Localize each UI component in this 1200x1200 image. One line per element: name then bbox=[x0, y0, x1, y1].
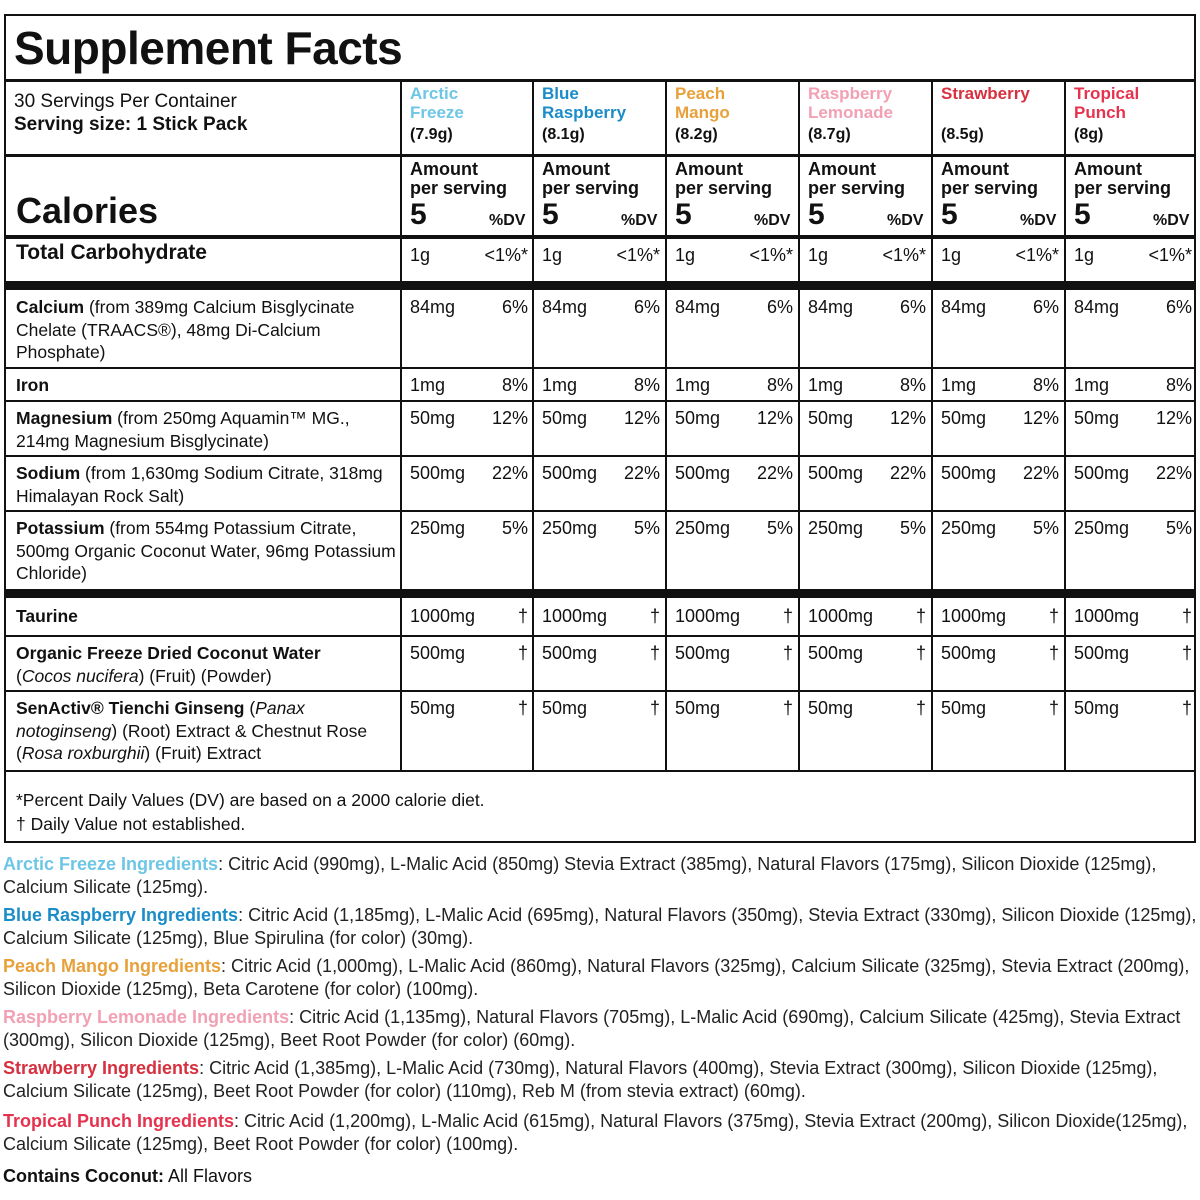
nutrient-dv: † bbox=[649, 698, 660, 718]
nutrient-amount: 1g bbox=[410, 245, 431, 265]
nutrient-dv: 5% bbox=[501, 518, 528, 538]
nutrient-amount: 50mg bbox=[808, 698, 854, 718]
contains-text: All Flavors bbox=[163, 1166, 253, 1186]
nutrient-amount: 50mg bbox=[410, 698, 456, 718]
rule-under-sodium bbox=[6, 510, 1194, 512]
column-divider bbox=[532, 82, 534, 772]
nutrient-dv: 12% bbox=[623, 408, 660, 428]
nutrient-dv: † bbox=[517, 606, 528, 626]
dv-label: %DV bbox=[887, 212, 924, 229]
nutrient-amount: 50mg bbox=[542, 408, 588, 428]
ingredient-statement bbox=[3, 1057, 1197, 1103]
nutrient-amount: 1mg bbox=[675, 375, 711, 395]
nutrient-dv: 22% bbox=[1155, 463, 1192, 483]
nutrient-dv: 6% bbox=[899, 297, 926, 317]
nutrient-dv: 12% bbox=[1022, 408, 1059, 428]
rule-under-ginseng bbox=[6, 770, 1194, 772]
nutrient-latin-name: Cocos nucifera bbox=[21, 665, 139, 686]
nutrient-dv: <1%* bbox=[1148, 245, 1192, 265]
nutrient-dv: † bbox=[915, 606, 926, 626]
nutrient-dv: 8% bbox=[766, 375, 793, 395]
nutrient-amount: 250mg bbox=[410, 518, 466, 538]
nutrient-dv: 22% bbox=[756, 463, 793, 483]
nutrient-name: Sodium bbox=[16, 463, 81, 483]
ingredient-flavor-label: Raspberry Lemonade Ingredients bbox=[3, 1007, 290, 1027]
nutrient-amount: 50mg bbox=[1074, 698, 1120, 718]
dv-label: %DV bbox=[1153, 212, 1190, 229]
nutrient-dv: 22% bbox=[889, 463, 926, 483]
nutrient-dv: <1%* bbox=[484, 245, 528, 265]
dv-label: %DV bbox=[1020, 212, 1057, 229]
nutrient-dv: † bbox=[517, 698, 528, 718]
nutrient-dv: 6% bbox=[633, 297, 660, 317]
column-divider bbox=[1064, 82, 1066, 772]
nutrient-name: Taurine bbox=[16, 606, 78, 626]
supplement-facts-panel bbox=[4, 14, 1196, 843]
nutrient-amount: 50mg bbox=[808, 408, 854, 428]
ingredient-list: : Citric Acid (1,385mg), L-Malic Acid (730mg), Natural Flavors (400mg), Stevia Extract (300mg), Silicon Dioxide (125mg), Calcium Silicate (125mg), Beet Root Powder (for color) (110mg), Reb M (from stevia extract) (60mg). bbox=[3, 1058, 1158, 1101]
nutrient-amount: 1mg bbox=[808, 375, 844, 395]
nutrient-amount: 500mg bbox=[941, 463, 997, 483]
column-divider bbox=[798, 82, 800, 772]
nutrient-amount: 500mg bbox=[1074, 643, 1130, 663]
amount-per-serving-label bbox=[941, 160, 1038, 198]
nutrient-label bbox=[16, 374, 401, 397]
nutrient-dv: † bbox=[782, 606, 793, 626]
ingredient-statement bbox=[3, 853, 1197, 899]
per-serving-label: per serving bbox=[675, 178, 773, 198]
nutrient-amount: 500mg bbox=[808, 643, 864, 663]
rule-under-taurine bbox=[6, 635, 1194, 637]
flavor-name-line1: Tropical bbox=[1074, 84, 1140, 103]
flavor-name-line2: Freeze bbox=[410, 103, 464, 122]
flavor-name-line1: Peach bbox=[675, 84, 726, 103]
nutrient-amount: 250mg bbox=[941, 518, 997, 538]
ingredient-list: : Citric Acid (990mg), L-Malic Acid (850mg) Stevia Extract (385mg), Natural Flavors (175mg), Silicon Dioxide (125mg), Calcium Silicate (125mg). bbox=[3, 854, 1157, 897]
nutrient-dv: 6% bbox=[501, 297, 528, 317]
ingredient-statement bbox=[3, 1006, 1197, 1052]
nutrient-dv: † bbox=[1181, 643, 1192, 663]
contains-label: Contains Coconut: bbox=[3, 1166, 164, 1186]
nutrient-label bbox=[16, 407, 401, 452]
rule-under-title bbox=[6, 79, 1194, 82]
ingredient-list: : Citric Acid (1,200mg), L-Malic Acid (615mg), Natural Flavors (375mg), Stevia Extract (200mg), Silicon Dioxide(125mg), Calcium Silicate (125mg), Beet Root Powder (for color) (100mg). bbox=[3, 1111, 1188, 1154]
amount-per-serving-label bbox=[410, 160, 507, 198]
amount-label: Amount bbox=[808, 159, 876, 179]
ingredient-flavor-label: Tropical Punch Ingredients bbox=[3, 1111, 235, 1131]
panel-title: Supplement Facts bbox=[14, 22, 403, 74]
contains-statement bbox=[3, 1166, 252, 1187]
calories-label: Calories bbox=[16, 190, 159, 231]
flavor-name-line1: Arctic bbox=[410, 84, 459, 103]
flavor-weight: (8g) bbox=[1074, 126, 1104, 143]
nutrient-amount: 1mg bbox=[410, 375, 446, 395]
nutrient-amount: 500mg bbox=[1074, 463, 1130, 483]
serving-info bbox=[14, 90, 247, 136]
nutrient-latin-name: Rosa roxburghii bbox=[21, 743, 145, 763]
flavor-weight: (8.7g) bbox=[808, 126, 851, 143]
nutrient-description: (from 1,630mg Sodium Citrate, 318mg Himalayan Rock Salt) bbox=[16, 463, 383, 506]
nutrient-amount: 1000mg bbox=[808, 606, 874, 626]
nutrient-dv: 6% bbox=[1165, 297, 1192, 317]
nutrient-label bbox=[16, 697, 401, 765]
flavor-name-line2: Mango bbox=[675, 103, 730, 122]
calories-value: 5 bbox=[1074, 198, 1091, 231]
nutrient-amount: 1mg bbox=[1074, 375, 1110, 395]
nutrient-dv: 6% bbox=[1032, 297, 1059, 317]
amount-per-serving-label bbox=[808, 160, 905, 198]
nutrient-amount: 84mg bbox=[410, 297, 456, 317]
nutrient-amount: 500mg bbox=[808, 463, 864, 483]
nutrient-amount: 84mg bbox=[1074, 297, 1120, 317]
nutrient-amount: 500mg bbox=[410, 463, 466, 483]
nutrient-dv: 5% bbox=[1165, 518, 1192, 538]
nutrient-dv: † bbox=[915, 643, 926, 663]
ingredient-statement bbox=[3, 904, 1197, 950]
nutrient-name: Organic Freeze Dried Coconut Water bbox=[16, 643, 321, 663]
servings-per-container: 30 Servings Per Container bbox=[14, 91, 237, 112]
nutrient-amount: 1g bbox=[675, 245, 696, 265]
amount-label: Amount bbox=[675, 159, 743, 179]
nutrient-amount: 250mg bbox=[1074, 518, 1130, 538]
column-divider bbox=[665, 82, 667, 772]
nutrient-amount: 250mg bbox=[542, 518, 598, 538]
nutrient-description: ) (Root) Extract & Chestnut Rose ( bbox=[16, 720, 368, 763]
nutrient-amount: 1000mg bbox=[542, 606, 608, 626]
nutrient-dv: † bbox=[1181, 606, 1192, 626]
nutrient-name: Iron bbox=[16, 375, 50, 395]
nutrient-dv: 12% bbox=[1155, 408, 1192, 428]
flavor-name-line2: Punch bbox=[1074, 103, 1126, 122]
footnote-dv: *Percent Daily Values (DV) are based on a 2000 calorie diet. bbox=[16, 790, 485, 810]
rule-under-calcium bbox=[6, 367, 1194, 369]
nutrient-name: Potassium bbox=[16, 518, 105, 538]
nutrient-amount: 84mg bbox=[675, 297, 721, 317]
nutrient-dv: 5% bbox=[766, 518, 793, 538]
nutrient-description: ( bbox=[244, 698, 256, 718]
amount-per-serving-label bbox=[542, 160, 639, 198]
amount-label: Amount bbox=[1074, 159, 1142, 179]
nutrient-amount: 1g bbox=[1074, 245, 1095, 265]
nutrient-amount: 84mg bbox=[542, 297, 588, 317]
nutrient-amount: 1g bbox=[941, 245, 962, 265]
nutrient-dv: 8% bbox=[899, 375, 926, 395]
nutrient-label bbox=[16, 605, 401, 628]
flavor-name-line1: Raspberry bbox=[808, 84, 893, 103]
nutrient-description: ) (Fruit) Extract bbox=[144, 743, 262, 763]
nutrient-dv: † bbox=[782, 643, 793, 663]
nutrient-dv: 5% bbox=[899, 518, 926, 538]
nutrient-dv: † bbox=[915, 698, 926, 718]
nutrient-dv: 8% bbox=[501, 375, 528, 395]
nutrient-amount: 500mg bbox=[410, 643, 466, 663]
nutrient-amount: 1000mg bbox=[941, 606, 1007, 626]
nutrient-dv: 22% bbox=[623, 463, 660, 483]
nutrient-dv: <1%* bbox=[749, 245, 793, 265]
nutrient-amount: 84mg bbox=[808, 297, 854, 317]
nutrient-latin-name: Panax notoginseng bbox=[16, 698, 305, 741]
nutrient-amount: 500mg bbox=[941, 643, 997, 663]
flavor-name-line2: Lemonade bbox=[808, 103, 894, 122]
calories-value: 5 bbox=[941, 198, 958, 231]
calories-value: 5 bbox=[410, 198, 427, 231]
ingredient-flavor-label: Blue Raspberry Ingredients bbox=[3, 905, 239, 925]
amount-label: Amount bbox=[542, 159, 610, 179]
flavor-name-line2: Raspberry bbox=[542, 103, 627, 122]
serving-size: Serving size: 1 Stick Pack bbox=[14, 114, 248, 135]
nutrient-dv: 12% bbox=[889, 408, 926, 428]
ingredient-list: : Citric Acid (1,135mg), Natural Flavors (705mg), L-Malic Acid (690mg), Calcium Silicate (425mg), Stevia Extract (300mg), Silicon Dioxide (125mg), Beet Root Powder (for color) (60mg). bbox=[3, 1007, 1181, 1050]
rule-under-serving bbox=[6, 154, 1194, 157]
ingredient-statement bbox=[3, 1110, 1197, 1156]
nutrient-dv: <1%* bbox=[1015, 245, 1059, 265]
ingredient-flavor-label: Arctic Freeze Ingredients bbox=[3, 854, 219, 874]
nutrient-dv: † bbox=[782, 698, 793, 718]
nutrient-dv: 5% bbox=[633, 518, 660, 538]
nutrient-name: Total Carbohydrate bbox=[16, 241, 207, 264]
nutrient-dv: 22% bbox=[491, 463, 528, 483]
column-divider bbox=[931, 82, 933, 772]
dv-label: %DV bbox=[621, 212, 658, 229]
nutrient-dv: † bbox=[649, 606, 660, 626]
nutrient-amount: 500mg bbox=[542, 463, 598, 483]
nutrient-amount: 500mg bbox=[542, 643, 598, 663]
nutrient-description: (from 250mg Aquamin™ MG., 214mg Magnesium Bisglycinate) bbox=[16, 408, 350, 451]
nutrient-amount: 50mg bbox=[410, 408, 456, 428]
calories-value: 5 bbox=[542, 198, 559, 231]
flavor-weight: (8.2g) bbox=[675, 126, 718, 143]
rule-under-magnesium bbox=[6, 455, 1194, 457]
nutrient-dv: 5% bbox=[1032, 518, 1059, 538]
nutrient-dv: † bbox=[1181, 698, 1192, 718]
nutrient-dv: 8% bbox=[633, 375, 660, 395]
dv-label: %DV bbox=[489, 212, 526, 229]
ingredient-flavor-label: Strawberry Ingredients bbox=[3, 1058, 200, 1078]
nutrient-amount: 500mg bbox=[675, 463, 731, 483]
amount-per-serving-label bbox=[1074, 160, 1171, 198]
per-serving-label: per serving bbox=[1074, 178, 1172, 198]
nutrient-amount: 1mg bbox=[542, 375, 578, 395]
nutrient-amount: 50mg bbox=[941, 408, 987, 428]
footnote-dagger: † Daily Value not established. bbox=[16, 814, 246, 834]
nutrient-amount: 1000mg bbox=[1074, 606, 1140, 626]
ingredient-statement bbox=[3, 955, 1197, 1001]
nutrient-description: (from 554mg Potassium Citrate, 500mg Organic Coconut Water, 96mg Potassium Chloride) bbox=[16, 518, 396, 583]
amount-label: Amount bbox=[410, 159, 478, 179]
flavor-weight: (8.5g) bbox=[941, 126, 984, 143]
rule-under-iron bbox=[6, 400, 1194, 402]
nutrient-amount: 1000mg bbox=[675, 606, 741, 626]
nutrient-label bbox=[16, 242, 401, 265]
nutrient-name: Magnesium bbox=[16, 408, 113, 428]
amount-label: Amount bbox=[941, 159, 1009, 179]
rule-under-carb bbox=[6, 281, 1194, 290]
calories-value: 5 bbox=[808, 198, 825, 231]
nutrient-label bbox=[16, 462, 401, 507]
rule-under-coconut bbox=[6, 690, 1194, 692]
dv-label: %DV bbox=[754, 212, 791, 229]
nutrient-dv: <1%* bbox=[882, 245, 926, 265]
nutrient-label bbox=[16, 296, 401, 364]
nutrient-dv: 22% bbox=[1022, 463, 1059, 483]
ingredient-list: : Citric Acid (1,000mg), L-Malic Acid (860mg), Natural Flavors (325mg), Calcium Silicate (325mg), Stevia Extract (200mg), Silicon Dioxide (125mg), Beta Carotene (for color) (100mg). bbox=[3, 956, 1190, 999]
nutrient-amount: 500mg bbox=[675, 643, 731, 663]
nutrient-dv: † bbox=[1048, 643, 1059, 663]
nutrient-dv: † bbox=[517, 643, 528, 663]
calories-value: 5 bbox=[675, 198, 692, 231]
per-serving-label: per serving bbox=[542, 178, 640, 198]
ingredient-flavor-label: Peach Mango Ingredients bbox=[3, 956, 222, 976]
nutrient-amount: 50mg bbox=[675, 698, 721, 718]
nutrient-amount: 50mg bbox=[941, 698, 987, 718]
nutrient-description: (from 389mg Calcium Bisglycinate Chelate (TRAACS®), 48mg Di-Calcium Phosphate) bbox=[16, 297, 355, 362]
nutrient-dv: 12% bbox=[756, 408, 793, 428]
ingredient-list: : Citric Acid (1,185mg), L-Malic Acid (695mg), Natural Flavors (350mg), Stevia Extract (330mg), Silicon Dioxide (125mg), Calcium Silicate (125mg), Blue Spirulina (for color) (30mg). bbox=[3, 905, 1197, 948]
nutrient-dv: 8% bbox=[1032, 375, 1059, 395]
nutrient-amount: 50mg bbox=[1074, 408, 1120, 428]
nutrient-label bbox=[16, 642, 401, 687]
per-serving-label: per serving bbox=[808, 178, 906, 198]
nutrient-dv: † bbox=[649, 643, 660, 663]
nutrient-description: ( bbox=[16, 665, 22, 686]
nutrient-name: Calcium bbox=[16, 297, 85, 317]
nutrient-amount: 250mg bbox=[808, 518, 864, 538]
nutrient-amount: 50mg bbox=[542, 698, 588, 718]
per-serving-label: per serving bbox=[941, 178, 1039, 198]
flavor-weight: (7.9g) bbox=[410, 126, 453, 143]
nutrient-amount: 50mg bbox=[675, 408, 721, 428]
nutrient-amount: 1g bbox=[808, 245, 829, 265]
flavor-name-line1: Blue bbox=[542, 84, 579, 103]
nutrient-dv: 8% bbox=[1165, 375, 1192, 395]
nutrient-amount: 84mg bbox=[941, 297, 987, 317]
nutrient-amount: 1000mg bbox=[410, 606, 476, 626]
nutrient-amount: 250mg bbox=[675, 518, 731, 538]
nutrient-dv: <1%* bbox=[616, 245, 660, 265]
rule-under-potassium bbox=[6, 589, 1194, 598]
flavor-name-line1: Strawberry bbox=[941, 84, 1030, 103]
nutrient-dv: 12% bbox=[491, 408, 528, 428]
nutrient-amount: 1g bbox=[542, 245, 563, 265]
nutrient-name: SenActiv® Tienchi Ginseng bbox=[16, 698, 245, 718]
nutrient-dv: 6% bbox=[766, 297, 793, 317]
nutrient-dv: † bbox=[1048, 698, 1059, 718]
nutrient-amount: 1mg bbox=[941, 375, 977, 395]
amount-per-serving-label bbox=[675, 160, 772, 198]
nutrient-description: ) (Fruit) (Powder) bbox=[138, 665, 272, 686]
flavor-weight: (8.1g) bbox=[542, 126, 585, 143]
rule-under-calories bbox=[6, 235, 1194, 239]
nutrient-label bbox=[16, 517, 401, 585]
per-serving-label: per serving bbox=[410, 178, 508, 198]
nutrient-dv: † bbox=[1048, 606, 1059, 626]
footnotes bbox=[16, 788, 485, 836]
